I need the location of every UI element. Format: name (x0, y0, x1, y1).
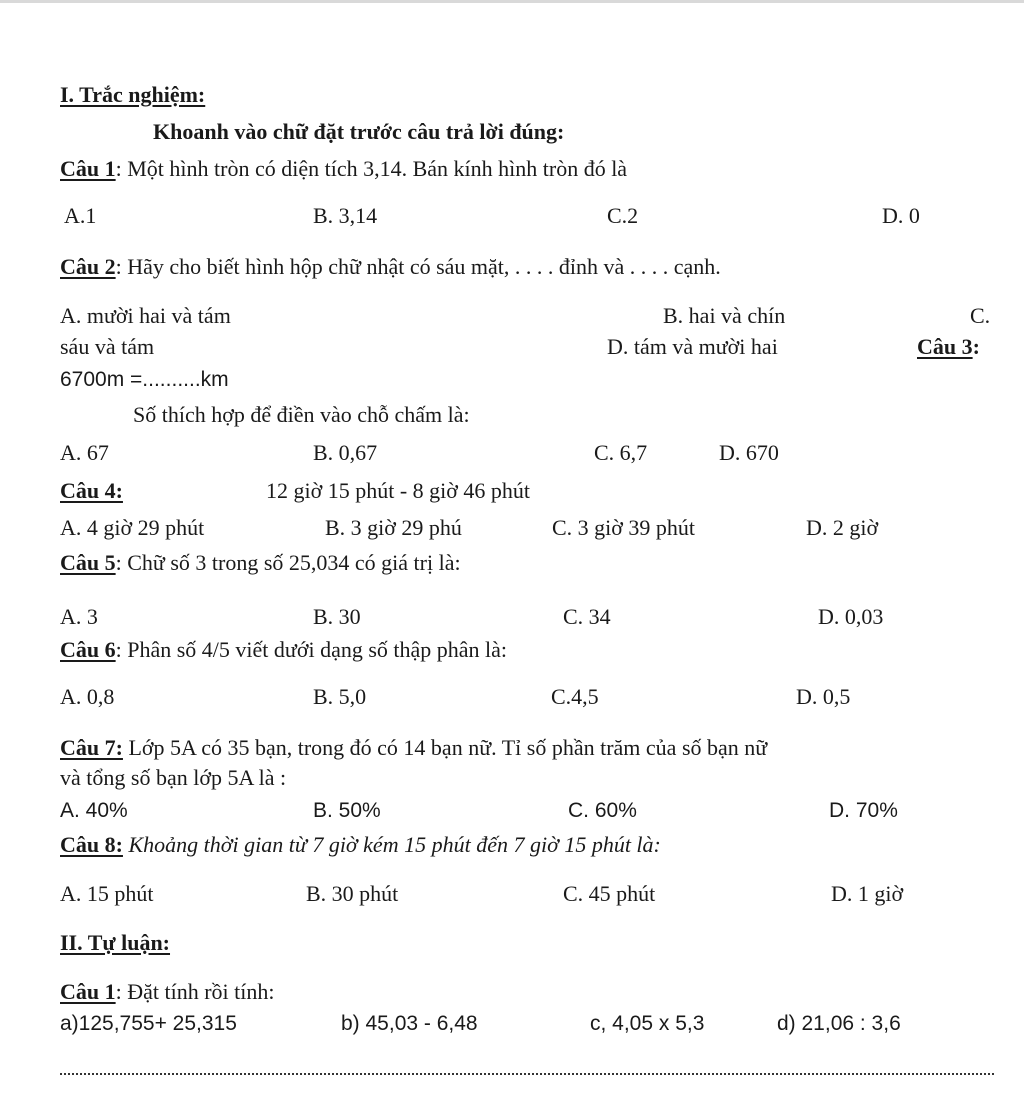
q6-option-d[interactable]: D. 0,5 (796, 684, 851, 709)
question-text: : Đặt tính rồi tính: (115, 979, 275, 1004)
question-text: Lớp 5A có 35 bạn, trong đó có 14 bạn nữ. Tỉ số phần trăm của số bạn nữ (122, 735, 768, 760)
q1-option-b[interactable]: B. 3,14 (313, 203, 378, 228)
q3-option-a[interactable]: A. 67 (60, 440, 109, 465)
q5-option-b[interactable]: B. 30 (313, 604, 361, 629)
question-text: : Một hình tròn có diện tích 3,14. Bán kính hình tròn đó là (115, 156, 628, 181)
section-title-multiple-choice: I. Trắc nghiệm: (60, 82, 206, 107)
section-title-essay: II. Tự luận: (60, 930, 171, 955)
essay-question-1 (60, 981, 275, 1003)
q7-option-a[interactable]: A. 40% (60, 799, 128, 822)
question-4-text: 12 giờ 15 phút - 8 giờ 46 phút (266, 478, 531, 503)
q3-option-d[interactable]: D. 670 (719, 440, 779, 465)
question-1 (60, 158, 627, 180)
instruction-text: Khoanh vào chữ đặt trước câu trả lời đúng: (153, 119, 565, 144)
q5-option-d[interactable]: D. 0,03 (818, 604, 884, 629)
q7-option-d[interactable]: D. 70% (829, 799, 898, 822)
question-label: Câu 2 (60, 254, 116, 279)
essay-item-d: d) 21,06 : 3,6 (777, 1012, 901, 1035)
q2-option-a[interactable]: A. mười hai và tám (60, 303, 231, 328)
q1-option-d[interactable]: D. 0 (882, 203, 920, 228)
q8-option-c[interactable]: C. 45 phút (563, 881, 656, 906)
question-6 (60, 639, 507, 661)
q4-option-a[interactable]: A. 4 giờ 29 phút (60, 515, 205, 540)
question-label: Câu 7: (60, 735, 123, 760)
question-label: Câu 3 (917, 334, 973, 359)
q4-option-c[interactable]: C. 3 giờ 39 phút (552, 515, 696, 540)
q6-option-a[interactable]: A. 0,8 (60, 684, 115, 709)
q4-option-b[interactable]: B. 3 giờ 29 phú (325, 515, 462, 540)
question-3 (917, 336, 980, 358)
q2-option-c-text[interactable]: sáu và tám (60, 334, 155, 359)
q3-text: Số thích hợp để điền vào chỗ chấm là: (133, 402, 470, 427)
essay-item-b: b) 45,03 - 6,48 (341, 1012, 478, 1035)
question-2 (60, 256, 721, 278)
q4-option-d[interactable]: D. 2 giờ (806, 515, 879, 540)
q6-option-b[interactable]: B. 5,0 (313, 684, 367, 709)
q2-option-c-label[interactable]: C. (970, 303, 991, 328)
question-text: Khoảng thời gian từ 7 giờ kém 15 phút đến 7 giờ 15 phút là: (122, 832, 661, 857)
question-5 (60, 552, 461, 574)
q1-option-a[interactable]: A.1 (64, 203, 97, 228)
question-label-colon: : (972, 334, 980, 359)
question-label: Câu 1 (60, 979, 116, 1004)
question-8 (60, 834, 661, 856)
q3-option-b[interactable]: B. 0,67 (313, 440, 378, 465)
question-text: : Hãy cho biết hình hộp chữ nhật có sáu mặt, . . . . đỉnh và . . . . cạnh. (115, 254, 721, 279)
q8-option-a[interactable]: A. 15 phút (60, 881, 154, 906)
question-7-text-line2: và tổng số bạn lớp 5A là : (60, 765, 287, 790)
question-text: : Chữ số 3 trong số 25,034 có giá trị là: (115, 550, 461, 575)
answer-dotted-line[interactable] (60, 1073, 994, 1075)
q8-option-b[interactable]: B. 30 phút (306, 881, 399, 906)
question-label: Câu 6 (60, 637, 116, 662)
q3-prompt: 6700m =..........km (60, 368, 229, 391)
top-border (0, 0, 1024, 3)
question-7 (60, 737, 767, 759)
q8-option-d[interactable]: D. 1 giờ (831, 881, 904, 906)
q3-option-c[interactable]: C. 6,7 (594, 440, 648, 465)
question-label: Câu 1 (60, 156, 116, 181)
question-label: Câu 5 (60, 550, 116, 575)
q5-option-a[interactable]: A. 3 (60, 604, 98, 629)
q1-option-c[interactable]: C.2 (607, 203, 639, 228)
question-4-label: Câu 4: (60, 478, 123, 503)
q2-option-b[interactable]: B. hai và chín (663, 303, 786, 328)
q2-option-d[interactable]: D. tám và mười hai (607, 334, 778, 359)
q7-option-b[interactable]: B. 50% (313, 799, 381, 822)
essay-item-c: c, 4,05 x 5,3 (590, 1012, 705, 1035)
question-text: : Phân số 4/5 viết dưới dạng số thập phân là: (115, 637, 508, 662)
q6-option-c[interactable]: C.4,5 (551, 684, 599, 709)
essay-item-a: a)125,755+ 25,315 (60, 1012, 237, 1035)
q5-option-c[interactable]: C. 34 (563, 604, 611, 629)
q7-option-c[interactable]: C. 60% (568, 799, 637, 822)
question-label: Câu 8: (60, 832, 123, 857)
